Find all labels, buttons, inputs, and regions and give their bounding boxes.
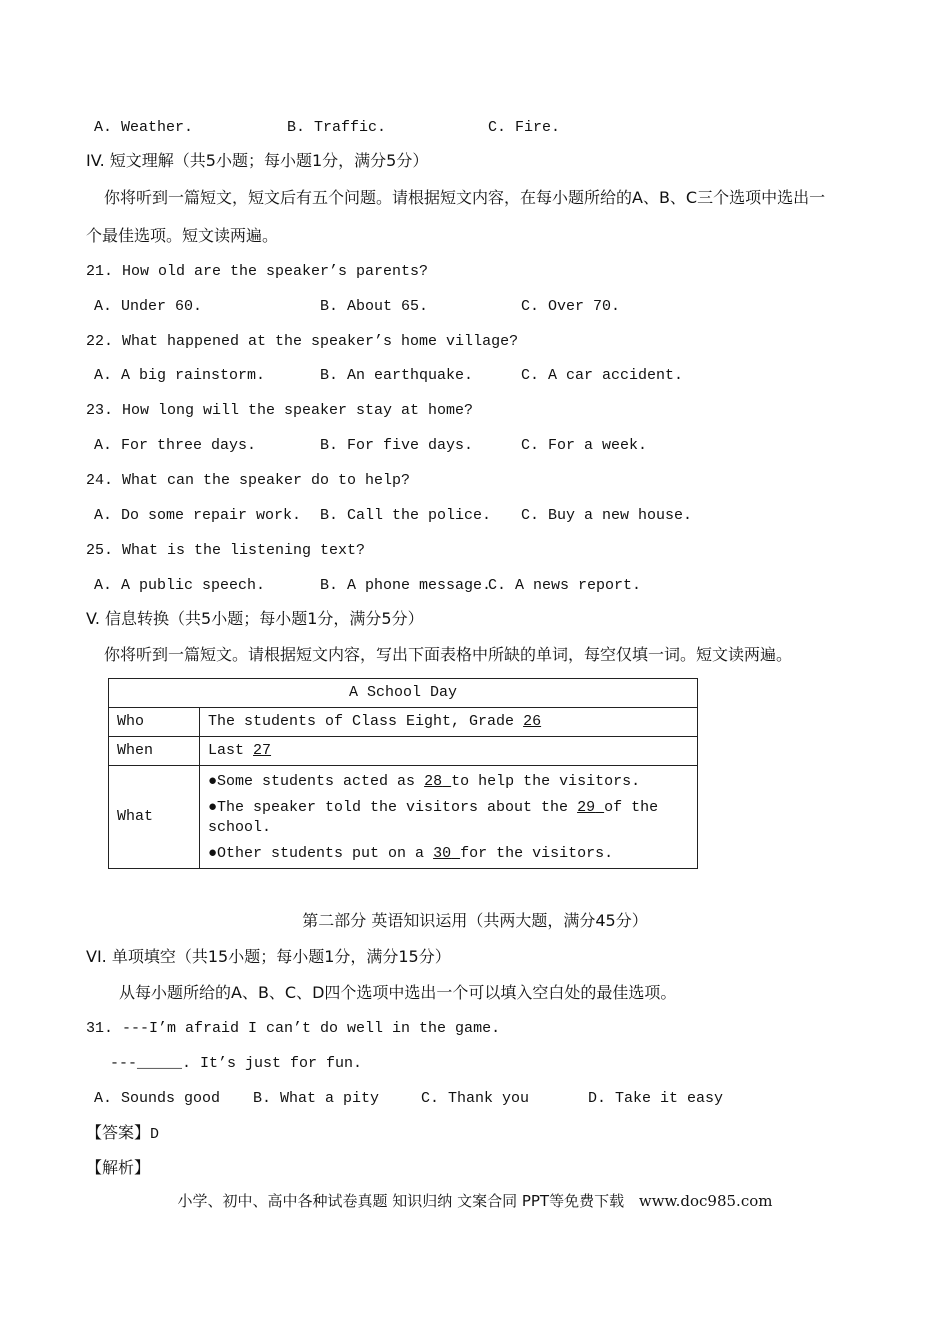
table-bullet-1: ●Some students acted as 28 to help the visitors. xyxy=(208,773,641,790)
section5-title: V. 信息转换（共5小题；每小题1分，满分5分） xyxy=(86,609,424,628)
q21-option-a: A. Under 60. xyxy=(94,298,203,315)
footer xyxy=(0,1190,950,1211)
q22-option-c: C. A car accident. xyxy=(521,367,684,384)
section6-instruction: 从每小题所给的A、B、C、D四个选项中选出一个可以填入空白处的最佳选项。 xyxy=(119,983,677,1002)
table-what-value xyxy=(200,766,698,869)
table-what-label: What xyxy=(109,766,200,869)
part2-title: 第二部分 英语知识运用（共两大题，满分45分） xyxy=(302,911,648,930)
q23-option-a: A. For three days. xyxy=(94,437,257,454)
q21-option-b: B. About 65. xyxy=(320,298,429,315)
table-when-label: When xyxy=(109,737,200,766)
table-who-value: The students of Class Eight, Grade 26 xyxy=(200,708,698,737)
question-31: 31. ---I’m afraid I can’t do well in the game. xyxy=(86,1020,501,1037)
table-title: A School Day xyxy=(109,679,698,708)
q31-option-a: A. Sounds good xyxy=(94,1090,221,1107)
section4-instruction-2: 个最佳选项。短文读两遍。 xyxy=(86,226,279,245)
section6-title: VI. 单项填空（共15小题；每小题1分，满分15分） xyxy=(86,947,451,966)
table-bullet-2: ●The speaker told the visitors about the 29 of the school. xyxy=(208,799,659,836)
q31-option-c: C. Thank you xyxy=(421,1090,530,1107)
question-21: 21. How old are the speaker’s parents? xyxy=(86,263,429,280)
q25-option-b: B. A phone message. xyxy=(320,577,492,594)
table-who-label: Who xyxy=(109,708,200,737)
q31-option-d: D. Take it easy xyxy=(588,1090,724,1107)
table-bullet-3: ●Other students put on a 30 for the visitors. xyxy=(208,845,614,862)
q21-option-c: C. Over 70. xyxy=(521,298,621,315)
q20-option-a: A. Weather. xyxy=(94,119,194,136)
section4-instruction-1: 你将听到一篇短文，短文后有五个问题。请根据短文内容，在每小题所给的A、B、C三个选项中选出一 xyxy=(104,188,826,207)
q24-option-b: B. Call the police. xyxy=(320,507,492,524)
question-31-reply: ---_____. It’s just for fun. xyxy=(110,1055,363,1072)
footer-text: 小学、初中、高中各种试卷真题 知识归纳 文案合同 PPT等免费下载 xyxy=(177,1192,625,1210)
footer-url[interactable]: www.doc985.com xyxy=(638,1192,773,1210)
question-25: 25. What is the listening text? xyxy=(86,542,366,559)
q25-option-c: C. A news report. xyxy=(488,577,642,594)
question-22: 22. What happened at the speaker’s home village? xyxy=(86,333,519,350)
q24-option-a: A. Do some repair work. xyxy=(94,507,302,524)
answer: 【答案】D xyxy=(86,1123,160,1143)
q23-option-c: C. For a week. xyxy=(521,437,648,454)
section4-title: IV. 短文理解（共5小题；每小题1分，满分5分） xyxy=(86,151,429,170)
analysis-label: 【解析】 xyxy=(86,1158,151,1177)
question-24: 24. What can the speaker do to help? xyxy=(86,472,411,489)
q22-option-a: A. A big rainstorm. xyxy=(94,367,266,384)
q20-option-c: C. Fire. xyxy=(488,119,561,136)
q20-option-b: B. Traffic. xyxy=(287,119,387,136)
school-day-table xyxy=(108,678,698,869)
question-23: 23. How long will the speaker stay at home? xyxy=(86,402,474,419)
q25-option-a: A. A public speech. xyxy=(94,577,266,594)
q31-option-b: B. What a pity xyxy=(253,1090,380,1107)
table-when-value: Last 27 xyxy=(200,737,698,766)
q22-option-b: B. An earthquake. xyxy=(320,367,474,384)
q23-option-b: B. For five days. xyxy=(320,437,474,454)
section5-instruction: 你将听到一篇短文。请根据短文内容，写出下面表格中所缺的单词，每空仅填一词。短文读两遍。 xyxy=(104,645,793,664)
q24-option-c: C. Buy a new house. xyxy=(521,507,693,524)
